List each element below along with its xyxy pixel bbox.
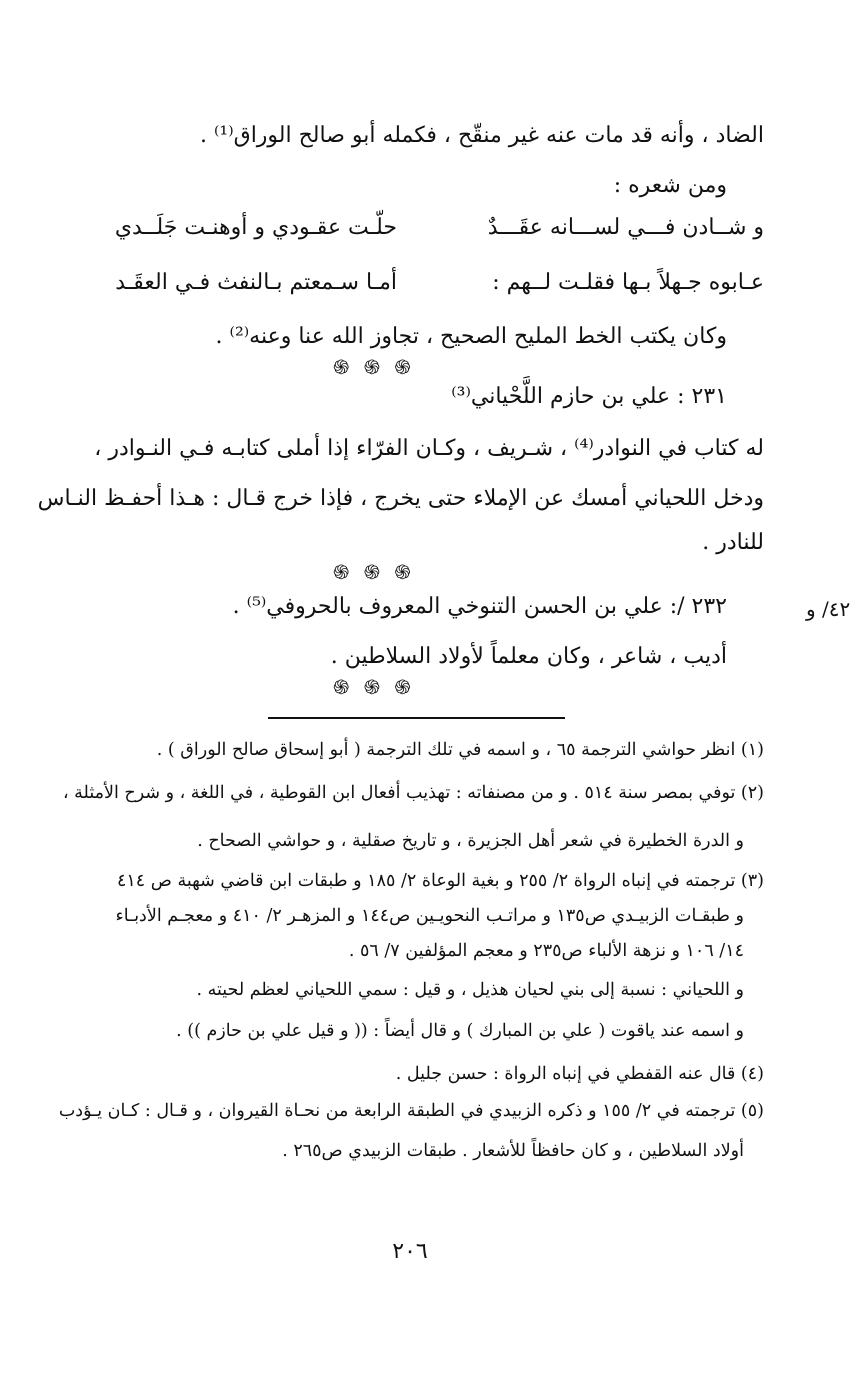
verse-1-second-hemistich: حلّـت عقـودي و أوهنـت جَلَــدي (114, 215, 397, 240)
section-ornament: ֍ ֍ ֍ (333, 675, 415, 699)
entry-232-line-1: أديب ، شاعر ، وكان معلماً لأولاد السلاطين . (330, 644, 727, 669)
page-number: ٢٠٦ (392, 1239, 428, 1264)
footnote-3-line-2: و طبقـات الزبيـدي ص١٣٥ و مراتـب النحويـين ص١٤٤ و المزهـر ٢/ ٤١٠ و معجـم الأدبـاء (115, 906, 744, 926)
entry-231-heading: ٢٣١ : علي بن حازم اللَّحْياني⁽³⁾ (451, 384, 727, 409)
entry-232-heading: ٢٣٢ /: علي بن الحسن التنوخي المعروف بالحروفي⁽⁵⁾ . (232, 594, 727, 619)
verse-2-second-hemistich: أمـا سـمعتم بـالنفث فـي العقَـد (115, 270, 397, 295)
footnote-separator (268, 717, 565, 719)
footnote-3-line-3: ١٤/ ١٠٦ و نزهة الألباء ص٢٣٥ و معجم المؤلفين ٧/ ٥٦ . (348, 941, 744, 961)
footnote-1: (١) انظر حواشي الترجمة ٦٥ ، و اسمه في تلك الترجمة ( أبو إسحاق صالح الوراق ) . (156, 740, 764, 760)
footnote-5-line-2: أولاد السلاطين ، و كان حافظاً للأشعار . طبقات الزبيدي ص٢٦٥ . (282, 1141, 744, 1161)
entry-231-line-1: له كتاب في النوادر⁽⁴⁾ ، شـريف ، وكـان الفرّاء إذا أملى كتابـه فـي النـوادر ، (94, 436, 764, 461)
entry-231-line-2: ودخل اللحياني أمسك عن الإملاء حتى يخرج ، فإذا خرج قـال : هـذا أحفـظ النـاس (37, 486, 764, 511)
intro-line-3: وكان يكتب الخط المليح الصحيح ، تجاوز الله عنا وعنه⁽²⁾ . (215, 324, 727, 349)
verse-1-first-hemistich: و شــادن فـــي لســـانه عقَـــدٌ (487, 215, 764, 240)
footnote-2-line-2: و الدرة الخطيرة في شعر أهل الجزيرة ، و تاريخ صقلية ، و حواشي الصحاح . (197, 831, 744, 851)
footnote-4: (٤) قال عنه القفطي في إنباه الرواة : حسن جليل . (395, 1064, 764, 1084)
margin-folio-note: ٤٢/ و (806, 597, 851, 621)
poetry-intro-line: ومن شعره : (613, 173, 727, 198)
intro-line-1: الضاد ، وأنه قد مات عنه غير منقّح ، فكمله أبو صالح الوراق⁽¹⁾ . (200, 123, 764, 148)
verse-2-first-hemistich: عـابوه جـهلاً بـها فقلـت لــهم : (492, 270, 764, 295)
footnote-5-line-1: (٥) ترجمته في ٢/ ١٥٥ و ذكره الزبيدي في الطبقة الرابعة من نحـاة القيروان ، و قـال : كـان يـؤدب (58, 1101, 764, 1121)
section-ornament: ֍ ֍ ֍ (333, 355, 415, 379)
footnote-3-line-5: و اسمه عند ياقوت ( علي بن المبارك ) و قال أيضاً : (( و قيل علي بن حازم )) . (176, 1021, 744, 1041)
footnote-3-line-1: (٣) ترجمته في إنباه الرواة ٢/ ٢٥٥ و بغية الوعاة ٢/ ١٨٥ و طبقات ابن قاضي شهبة ص ٤١٤ (116, 871, 764, 891)
section-ornament: ֍ ֍ ֍ (333, 560, 415, 584)
footnote-3-line-4: و اللحياني : نسبة إلى بني لحيان هذيل ، و قيل : سمي اللحياني لعظم لحيته . (196, 980, 744, 1000)
entry-231-line-3: للنادر . (702, 530, 764, 555)
footnote-2-line-1: (٢) توفي بمصر سنة ٥١٤ . و من مصنفاته : تهذيب أفعال ابن القوطية ، في اللغة ، و شرح الأمثلة ، (62, 783, 764, 803)
